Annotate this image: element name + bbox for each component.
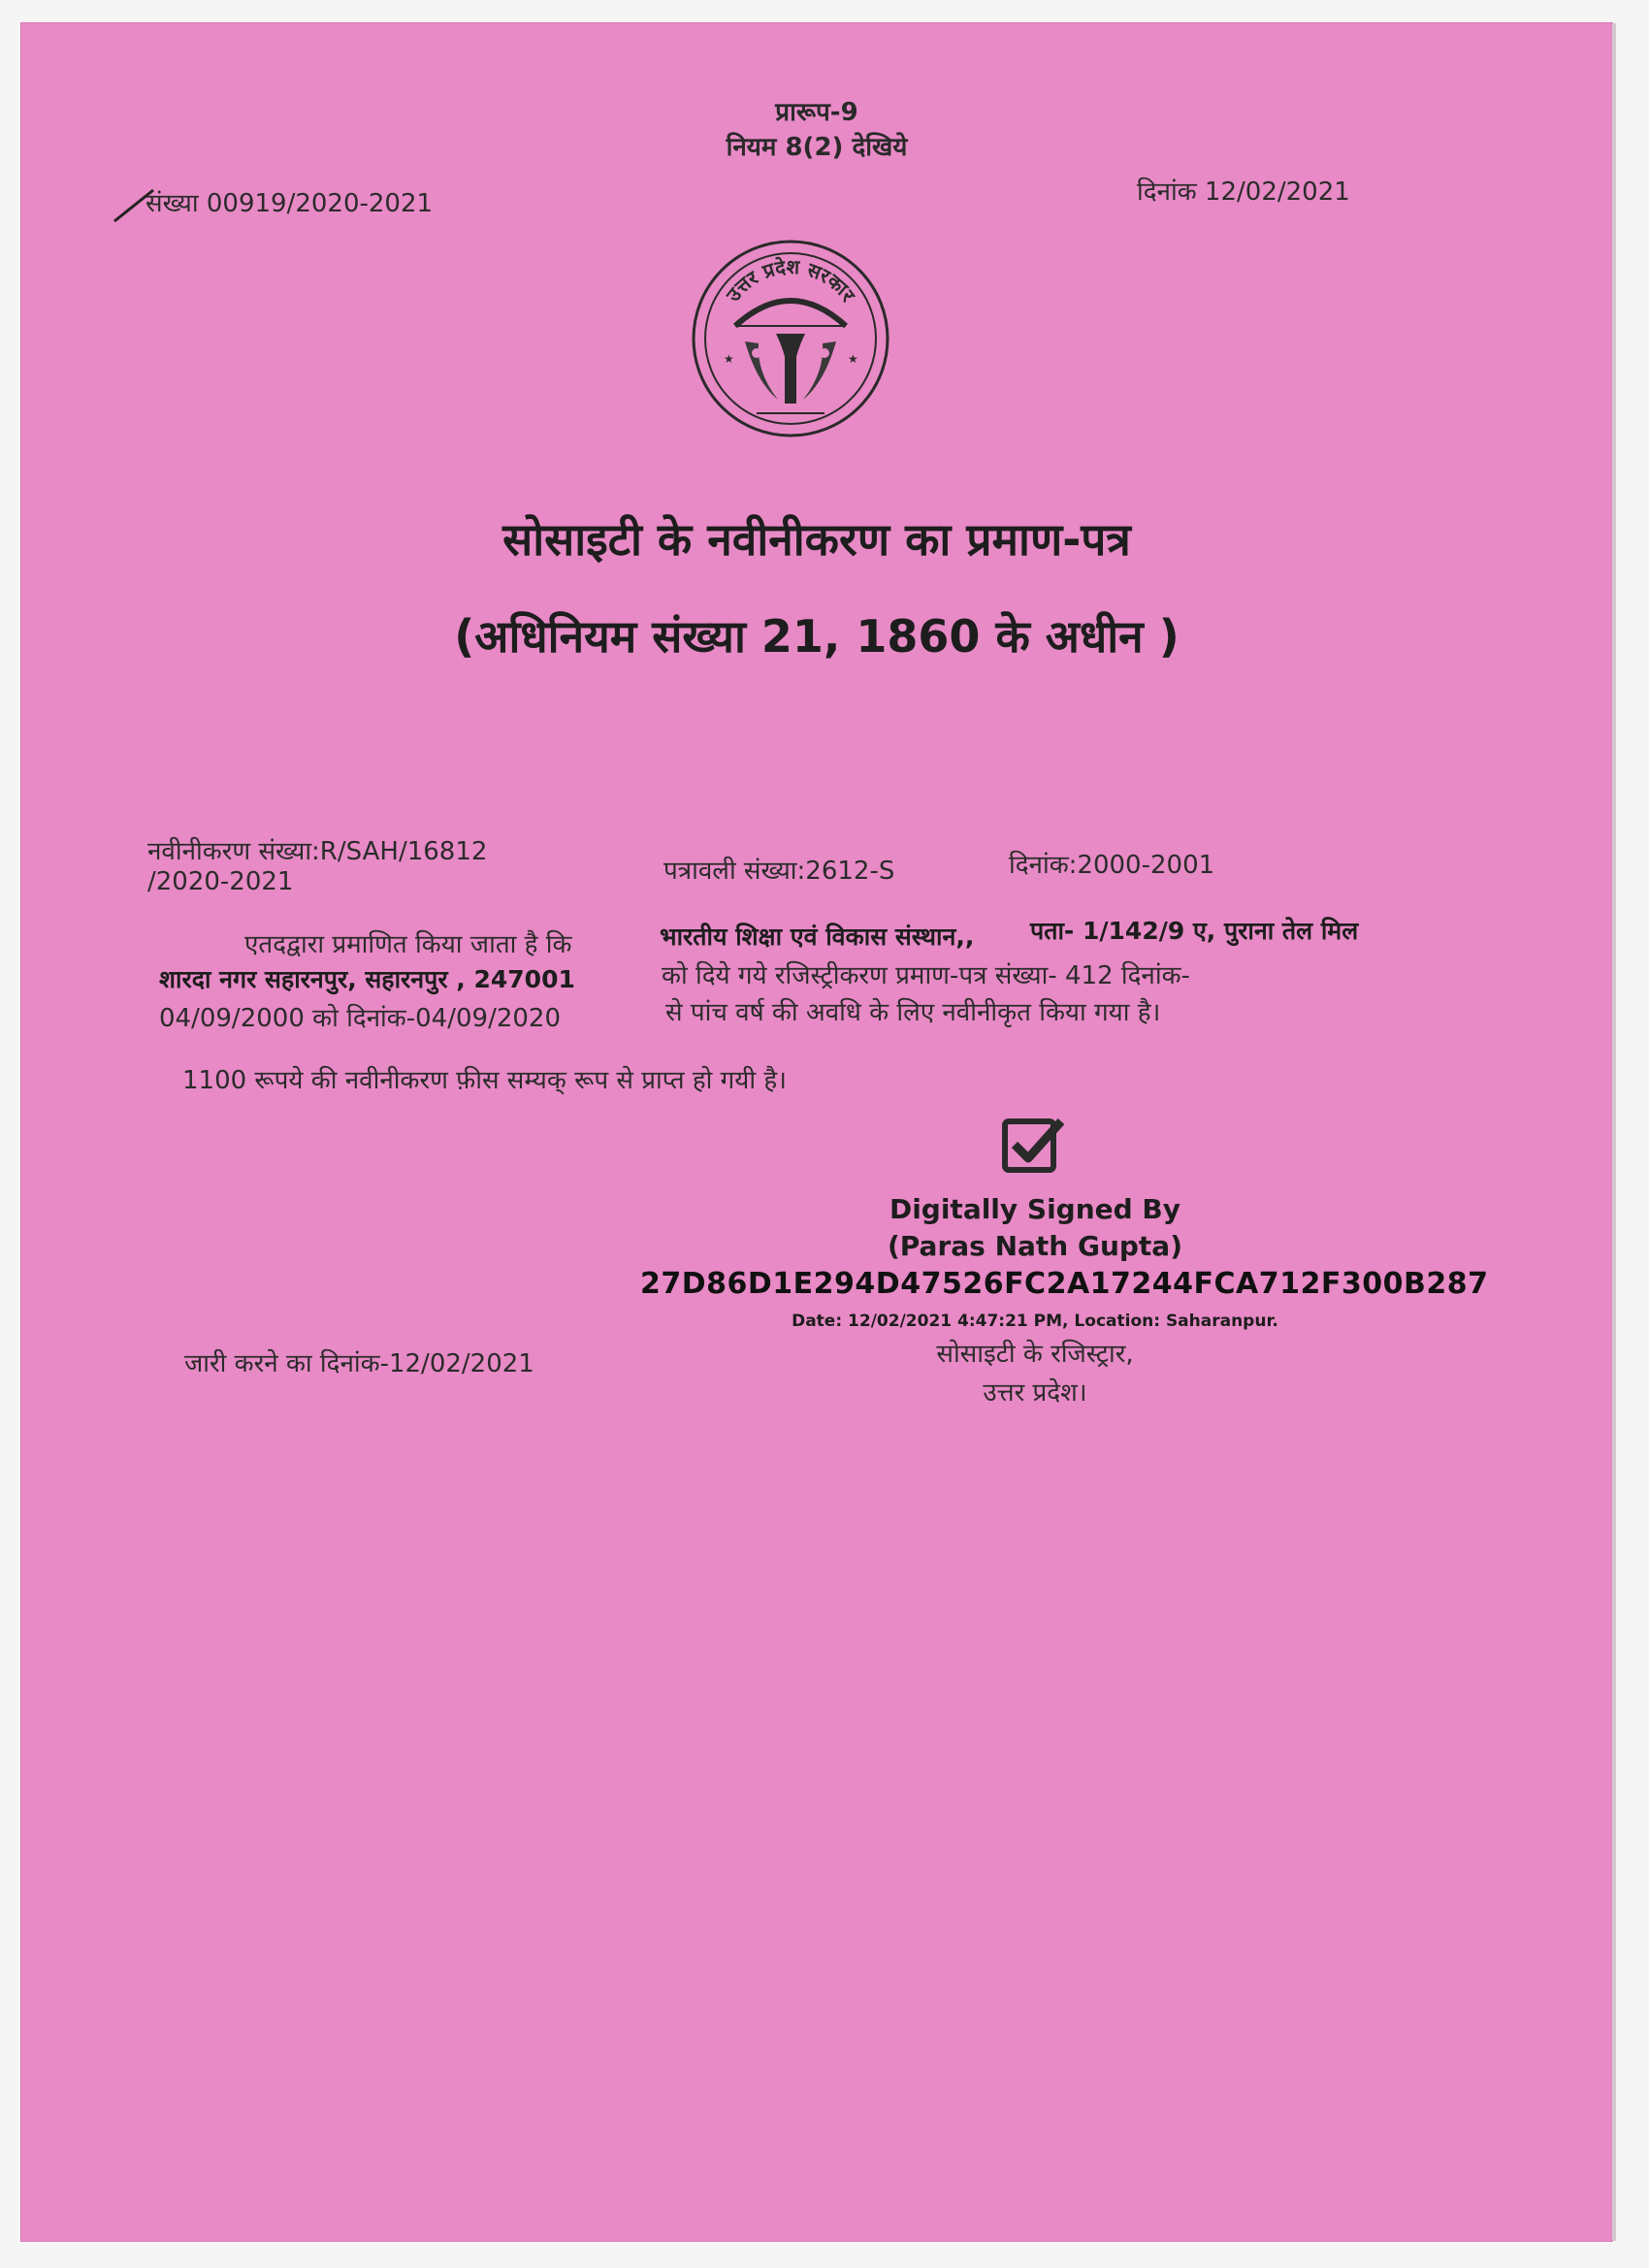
society-name: भारतीय शिक्षा एवं विकास संस्थान,, — [660, 923, 975, 951]
certificate-title: सोसाइटी के नवीनीकरण का प्रमाण-पत्र — [502, 513, 1131, 566]
act-reference: (अधिनियम संख्या 21, 1860 के अधीन ) — [454, 610, 1180, 663]
scan-edge — [1612, 23, 1616, 2241]
checkbox-check-icon — [1001, 1116, 1065, 1176]
fee-statement: 1100 रूपये की नवीनीकरण फ़ीस सम्यक् रूप से प्राप्त हो गयी है। — [182, 1066, 787, 1095]
signature-hash: 27D86D1E294D47526FC2A17244FCA712F300B287 — [640, 1267, 1489, 1301]
society-address: पता- 1/142/9 ए, पुराना तेल मिल — [1030, 917, 1359, 945]
reference-date: दिनांक 12/02/2021 — [1137, 178, 1350, 207]
registrar-designation: सोसाइटी के रजिस्ट्रार, — [936, 1340, 1134, 1369]
pen-mark-icon — [111, 186, 159, 225]
rule-reference: नियम 8(2) देखिये — [726, 133, 908, 162]
file-number: पत्रावली संख्या:2612-S — [663, 857, 895, 886]
renewal-period-text: से पांच वर्ष की अवधि के लिए नवीनीकृत किया गया है। — [665, 998, 1161, 1027]
registration-certificate-text: को दिये गये रजिस्ट्रीकरण प्रमाण-पत्र संख्या- 412 दिनांक- — [662, 961, 1190, 990]
signer-name: (Paras Nath Gupta) — [887, 1230, 1182, 1262]
form-number: प्रारूप-9 — [775, 98, 858, 127]
renewal-number: नवीनीकरण संख्या:R/SAH/16812 — [147, 837, 488, 866]
society-address-continued: शारदा नगर सहारनपुर, सहारनपुर , 247001 — [159, 965, 575, 993]
registrar-state: उत्तर प्रदेश। — [983, 1378, 1087, 1408]
reference-number: संख्या 00919/2020-2021 — [146, 189, 434, 218]
signature-timestamp: Date: 12/02/2021 4:47:21 PM, Location: Saharanpur. — [792, 1312, 1278, 1331]
seal-text: उत्तर प्रदेश सरकार — [721, 254, 860, 307]
digitally-signed-label: Digitally Signed By — [889, 1193, 1181, 1225]
svg-text:★: ★ — [848, 352, 858, 366]
up-government-seal-icon — [689, 237, 892, 440]
renewal-number-suffix: /2020-2021 — [147, 867, 294, 896]
renewal-period-dates: 04/09/2000 को दिनांक-04/09/2020 — [159, 1004, 561, 1033]
issue-date: जारी करने का दिनांक-12/02/2021 — [184, 1349, 534, 1378]
certificate-sheet — [21, 23, 1612, 2241]
svg-text:★: ★ — [724, 352, 734, 366]
certification-intro: एतदद्वारा प्रमाणित किया जाता है कि — [244, 930, 572, 959]
file-date: दिनांक:2000-2001 — [1009, 851, 1215, 880]
